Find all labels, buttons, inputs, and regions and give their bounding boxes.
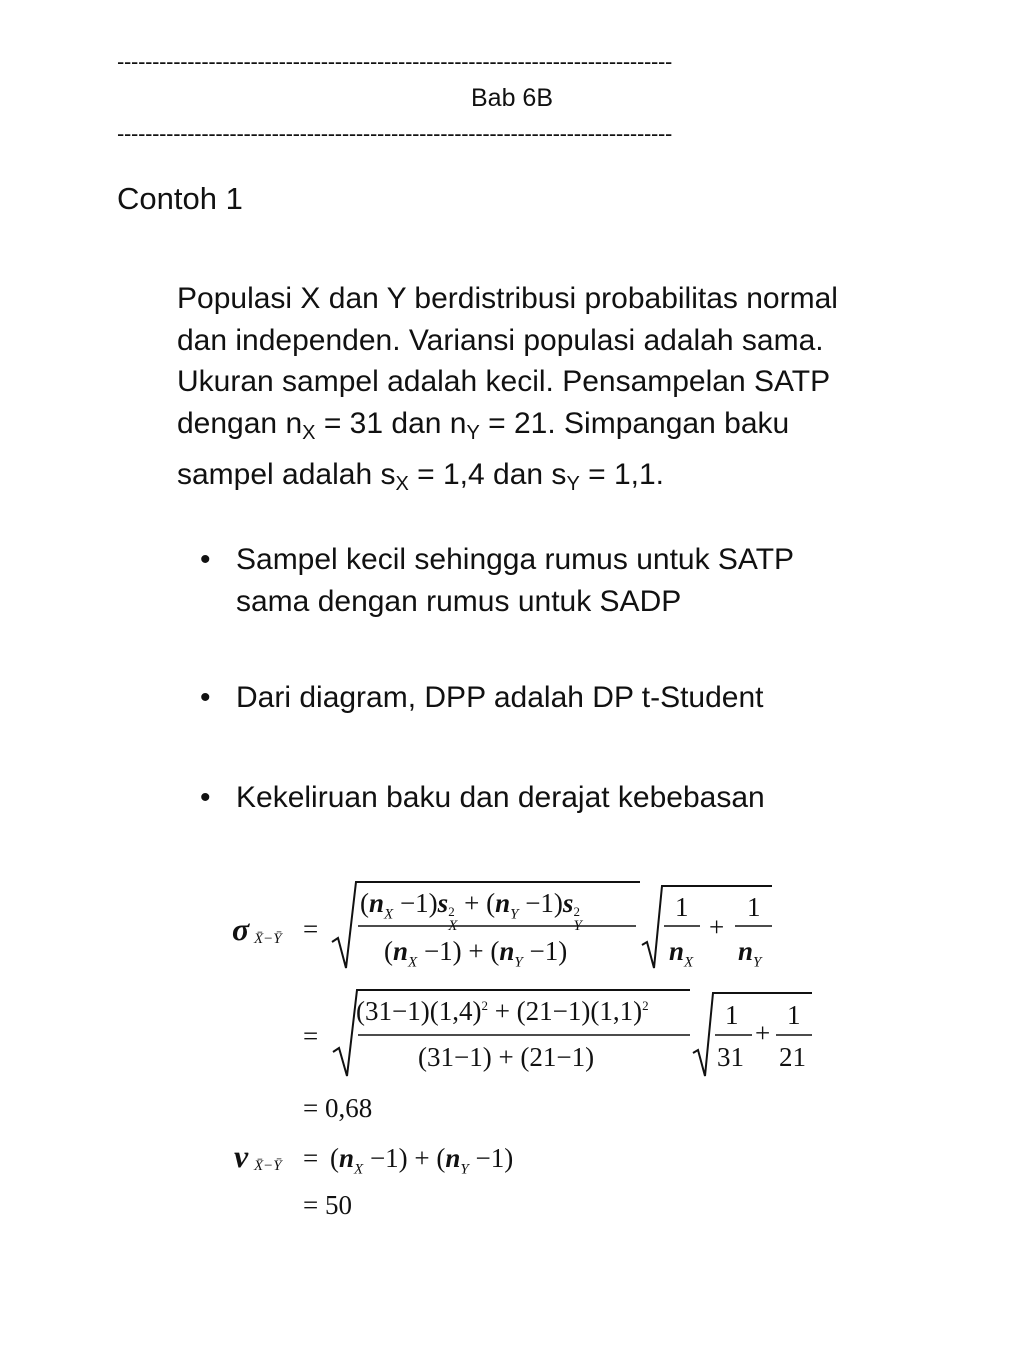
nu-result: = 50: [303, 1190, 352, 1220]
equals-sign: =: [303, 1143, 319, 1173]
header-divider-top: -------------------------------------------------------------------------------: [117, 50, 673, 74]
equals-sign: =: [303, 914, 319, 944]
bullet-text: Dari diagram, DPP adalah DP t-Student: [236, 681, 764, 714]
fraction-denominator: $n_X$: [669, 936, 694, 971]
bullet-marker: •: [200, 781, 211, 814]
problem-line: sampel adalah $s_X = 1,4$ dan $s_Y = 1,1$.: [177, 458, 665, 495]
fraction-denominator: 31: [717, 1042, 744, 1072]
formula1-numerator: $(n_X -1)s$ 2 X + $(n_Y -1)s$ 2 Y: [360, 888, 582, 934]
fraction-numerator: 1: [747, 892, 761, 922]
chapter-title: Bab 6B: [470, 84, 553, 112]
problem-line: dan independen. Variansi populasi adalah sama.: [177, 323, 824, 357]
formula2-numerator: $(31-1)(1,4)^2 + (21-1)(1,1)^2$: [356, 996, 649, 1026]
fraction-numerator: 1: [675, 892, 689, 922]
sigma-subscript: X̄−Ȳ: [254, 931, 282, 947]
fraction-denominator: $n_Y$: [738, 936, 762, 971]
equals-sign: =: [303, 1021, 319, 1051]
sigma-result: = 0,68: [303, 1093, 373, 1123]
nu-symbol: ν: [234, 1138, 249, 1174]
bullet-text: Kekeliruan baku dan derajat kebebasan: [236, 781, 765, 814]
problem-line: Populasi X dan Y berdistribusi probabilitas normal: [177, 282, 838, 315]
sigma-symbol: σ: [232, 911, 250, 947]
bullet-text: Sampel kecil sehingga rumus untuk SATP: [236, 543, 795, 576]
problem-line: dengan $n_X = 31$ dan $n_Y = 21$. Simpangan baku: [177, 406, 790, 444]
bullet-text: sama dengan rumus untuk SADP: [236, 584, 682, 618]
fraction-numerator: 1: [725, 1000, 739, 1030]
fraction-numerator: 1: [787, 1000, 801, 1030]
formula2-denominator: (31−1) + (21−1): [418, 1042, 595, 1072]
nu-expression: $(n_X -1) + (n_Y -1)$: [330, 1143, 514, 1178]
formula1-denominator: $(n_X -1) + (n_Y -1)$: [384, 936, 568, 971]
example-title: Contoh 1: [117, 181, 243, 216]
plus-sign: +: [709, 912, 725, 942]
nu-subscript: X̄−Ȳ: [254, 1158, 282, 1174]
problem-line: Ukuran sampel adalah kecil. Pensampelan SATP: [177, 365, 831, 398]
bullet-marker: •: [200, 543, 211, 576]
header-divider-bottom: -------------------------------------------------------------------------------: [117, 122, 673, 146]
bullet-marker: •: [200, 681, 211, 714]
plus-sign: +: [755, 1018, 771, 1048]
fraction-denominator: 21: [779, 1042, 806, 1072]
